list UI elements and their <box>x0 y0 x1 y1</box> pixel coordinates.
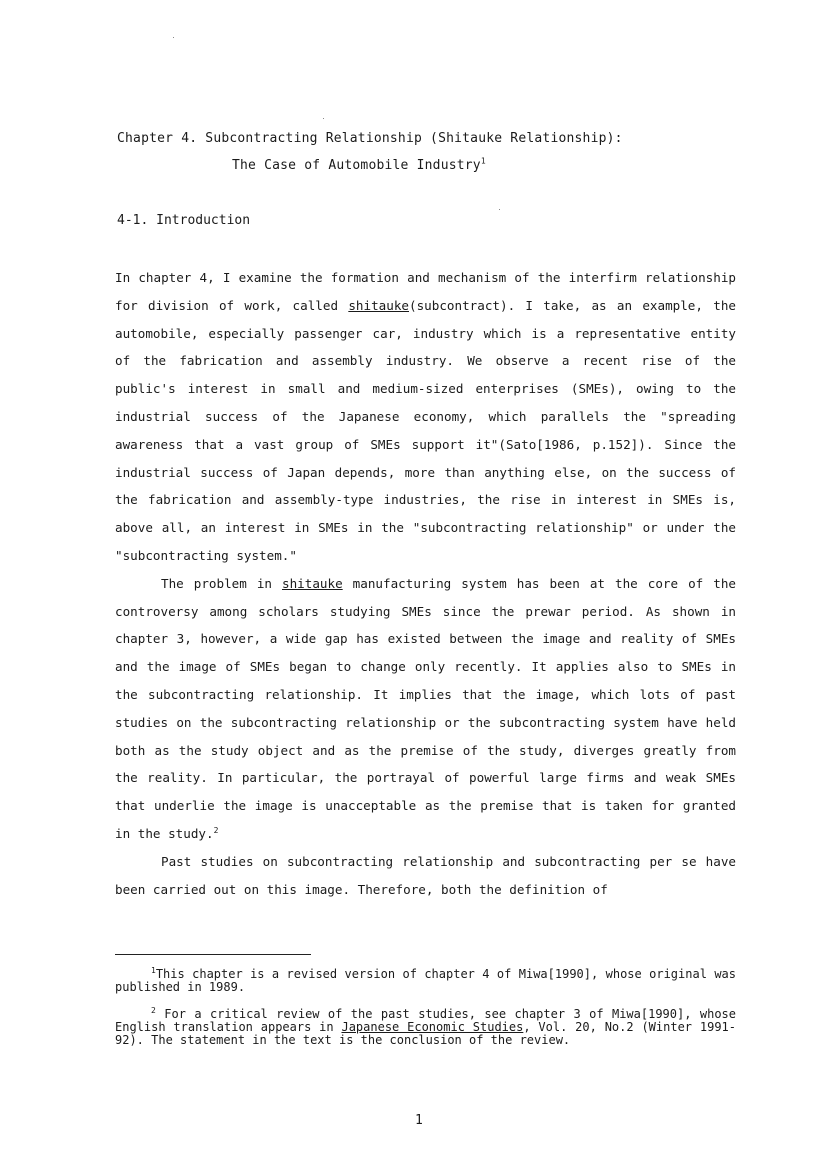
paragraph-2 <box>115 570 736 848</box>
paragraph-1 <box>115 264 736 570</box>
paragraph-2-text-a: The problem in <box>161 575 282 591</box>
page-number: 1 <box>415 1113 423 1128</box>
footnote-separator <box>115 954 311 955</box>
term-shitauke: shitauke <box>282 575 343 591</box>
paragraph-3 <box>115 848 736 904</box>
chapter-title <box>117 131 623 146</box>
scan-speck <box>173 37 174 38</box>
paragraph-1-text-a: In chapter 4, I examine the formation and mechanism of the interfirm relationship for division of work, called <box>115 270 736 313</box>
chapter-title-line1: Chapter 4. Subcontracting Relationship (Shitauke Relationship): <box>117 131 623 146</box>
footnote-2-text-b: , Vol. 20, No.2 (Winter 1991-92). The statement in the text is the conclusion of the review. <box>115 1020 736 1047</box>
scan-speck <box>323 118 324 119</box>
scan-speck <box>499 209 500 210</box>
footnote-ref-2: 2 <box>213 825 219 835</box>
chapter-title-line2: The Case of Automobile Industry <box>232 158 481 173</box>
footnote-2-text-a: For a critical review of the past studies, see chapter 3 of Miwa[1990], whose English translation appears in <box>115 1007 736 1034</box>
footnote-1-text: This chapter is a revised version of chapter 4 of Miwa[1990], whose original was published in 1989. <box>115 967 736 994</box>
footnote-1-mark: 1 <box>151 966 156 975</box>
paragraph-3-text: Past studies on subcontracting relationship and subcontracting per se have been carried out on this image. Therefore, both the definition of <box>115 853 736 897</box>
term-shitauke: shitauke <box>348 297 409 313</box>
footnotes <box>115 968 736 1061</box>
section-heading: 4-1. Introduction <box>117 213 251 228</box>
chapter-subtitle <box>232 158 486 173</box>
footnote-1 <box>115 968 736 994</box>
journal-title: Japanese Economic Studies <box>341 1020 524 1034</box>
footnote-2-mark: 2 <box>151 1006 156 1015</box>
paragraph-1-text-b: (subcontract). I take, as an example, the automobile, especially passenger car, industry which is a representative entity of the fabrication and assembly industry. We observe a recent rise of the public's interest in small and medium-sized enterprises (SMEs), owing to the industrial success of the Japanese economy, which parallels the "spreading awareness that a vast group of SMEs support it"(Sato[1986, p.152]). Since the industrial success of Japan depends, more than anything else, on the success of the fabrication and assembly-type industries, the rise in interest in SMEs is, above all, an interest in SMEs in the "subcontracting relationship" or under the "subcontracting system." <box>115 297 736 563</box>
paragraph-2-text-b: manufacturing system has been at the core of the controversy among scholars studying SMEs since the prewar period. As shown in chapter 3, however, a wide gap has existed between the image and reality of SMEs and the image of SMEs began to change only recently. It applies also to SMEs in the subcontracting relationship. It implies that the image, which lots of past studies on the subcontracting relationship or the subcontracting system have held both as the study object and as the premise of the study, diverges greatly from the reality. In particular, the portrayal of powerful large firms and weak SMEs that underlie the image is unacceptable as the premise that is taken for granted in the study. <box>115 575 736 841</box>
body-text <box>115 264 736 903</box>
footnote-ref-1: 1 <box>480 156 486 166</box>
footnote-2 <box>115 1008 736 1047</box>
